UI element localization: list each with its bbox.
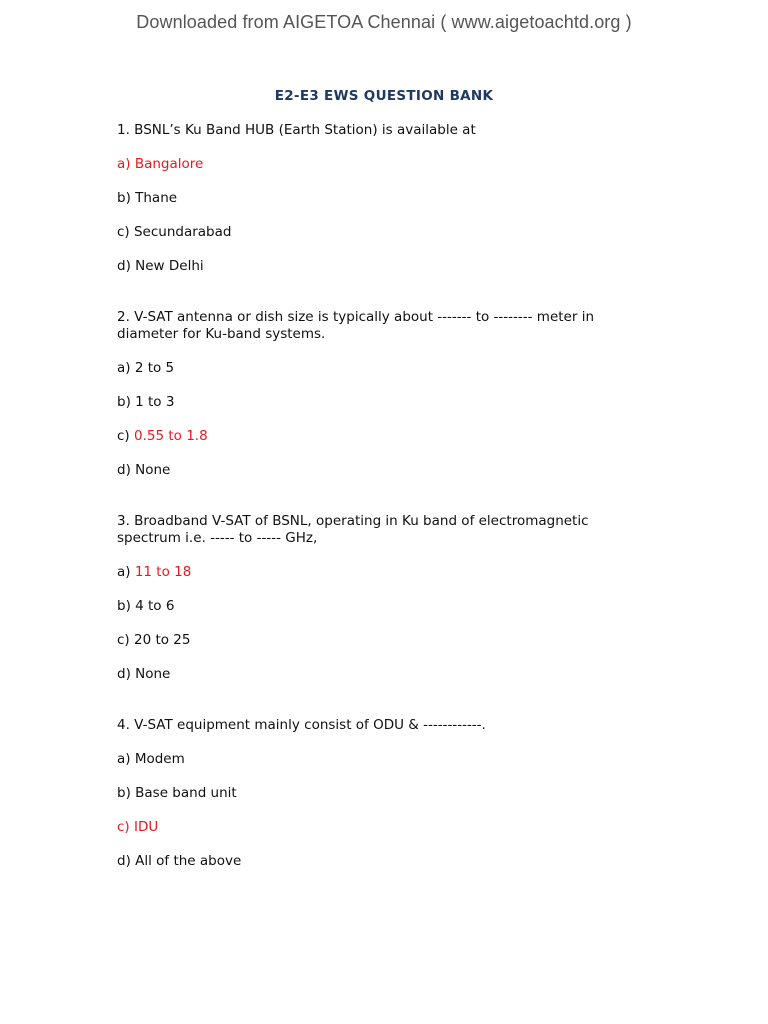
question-2-option-c [117, 428, 637, 445]
question-3-option-c: c) 20 to 25 [117, 632, 191, 648]
question-4-option-d: d) All of the above [117, 853, 242, 869]
question-3-option-d: d) None [117, 666, 171, 682]
question-2-text-line1: 2. V-SAT antenna or dish size is typically about ------- to -------- meter in [117, 309, 595, 325]
question-2-option-c-answer: 0.55 to 1.8 [129, 428, 208, 444]
question-4-option-c: c) IDU [117, 819, 159, 835]
question-2-text-line2: diameter for Ku-band systems. [117, 326, 326, 342]
question-3-option-a-answer: 11 to 18 [130, 564, 192, 580]
question-2-text [117, 309, 637, 343]
question-4-text: 4. V-SAT equipment mainly consist of ODU & ------------. [117, 717, 486, 733]
question-1-option-a: a) Bangalore [117, 156, 204, 172]
question-1-option-b: b) Thane [117, 190, 178, 206]
question-3-option-b: b) 4 to 6 [117, 598, 175, 614]
question-3-option-a-prefix: a) [117, 564, 131, 580]
question-3-text [117, 513, 637, 547]
document-title: E2-E3 EWS QUESTION BANK [274, 88, 494, 104]
question-1-text: 1. BSNL’s Ku Band HUB (Earth Station) is available at [117, 122, 476, 138]
question-3-text-line2: spectrum i.e. ----- to ----- GHz, [117, 530, 318, 546]
question-2-option-a: a) 2 to 5 [117, 360, 175, 376]
question-2 [117, 309, 637, 479]
question-1-option-d: d) New Delhi [117, 258, 204, 274]
question-2-option-b: b) 1 to 3 [117, 394, 175, 410]
question-4 [117, 717, 637, 870]
download-source-banner: Downloaded from AIGETOA Chennai ( www.aigetoachtd.org ) [136, 12, 632, 32]
question-1-option-c: c) Secundarabad [117, 224, 232, 240]
question-4-option-a: a) Modem [117, 751, 185, 767]
question-4-option-b: b) Base band unit [117, 785, 237, 801]
question-2-option-d: d) None [117, 462, 171, 478]
question-3-text-line1: 3. Broadband V-SAT of BSNL, operating in Ku band of electromagnetic [117, 513, 589, 529]
question-1 [117, 122, 637, 275]
question-3 [117, 513, 637, 683]
question-3-option-a [117, 564, 637, 581]
question-2-option-c-prefix: c) [117, 428, 130, 444]
question-list [117, 122, 637, 904]
